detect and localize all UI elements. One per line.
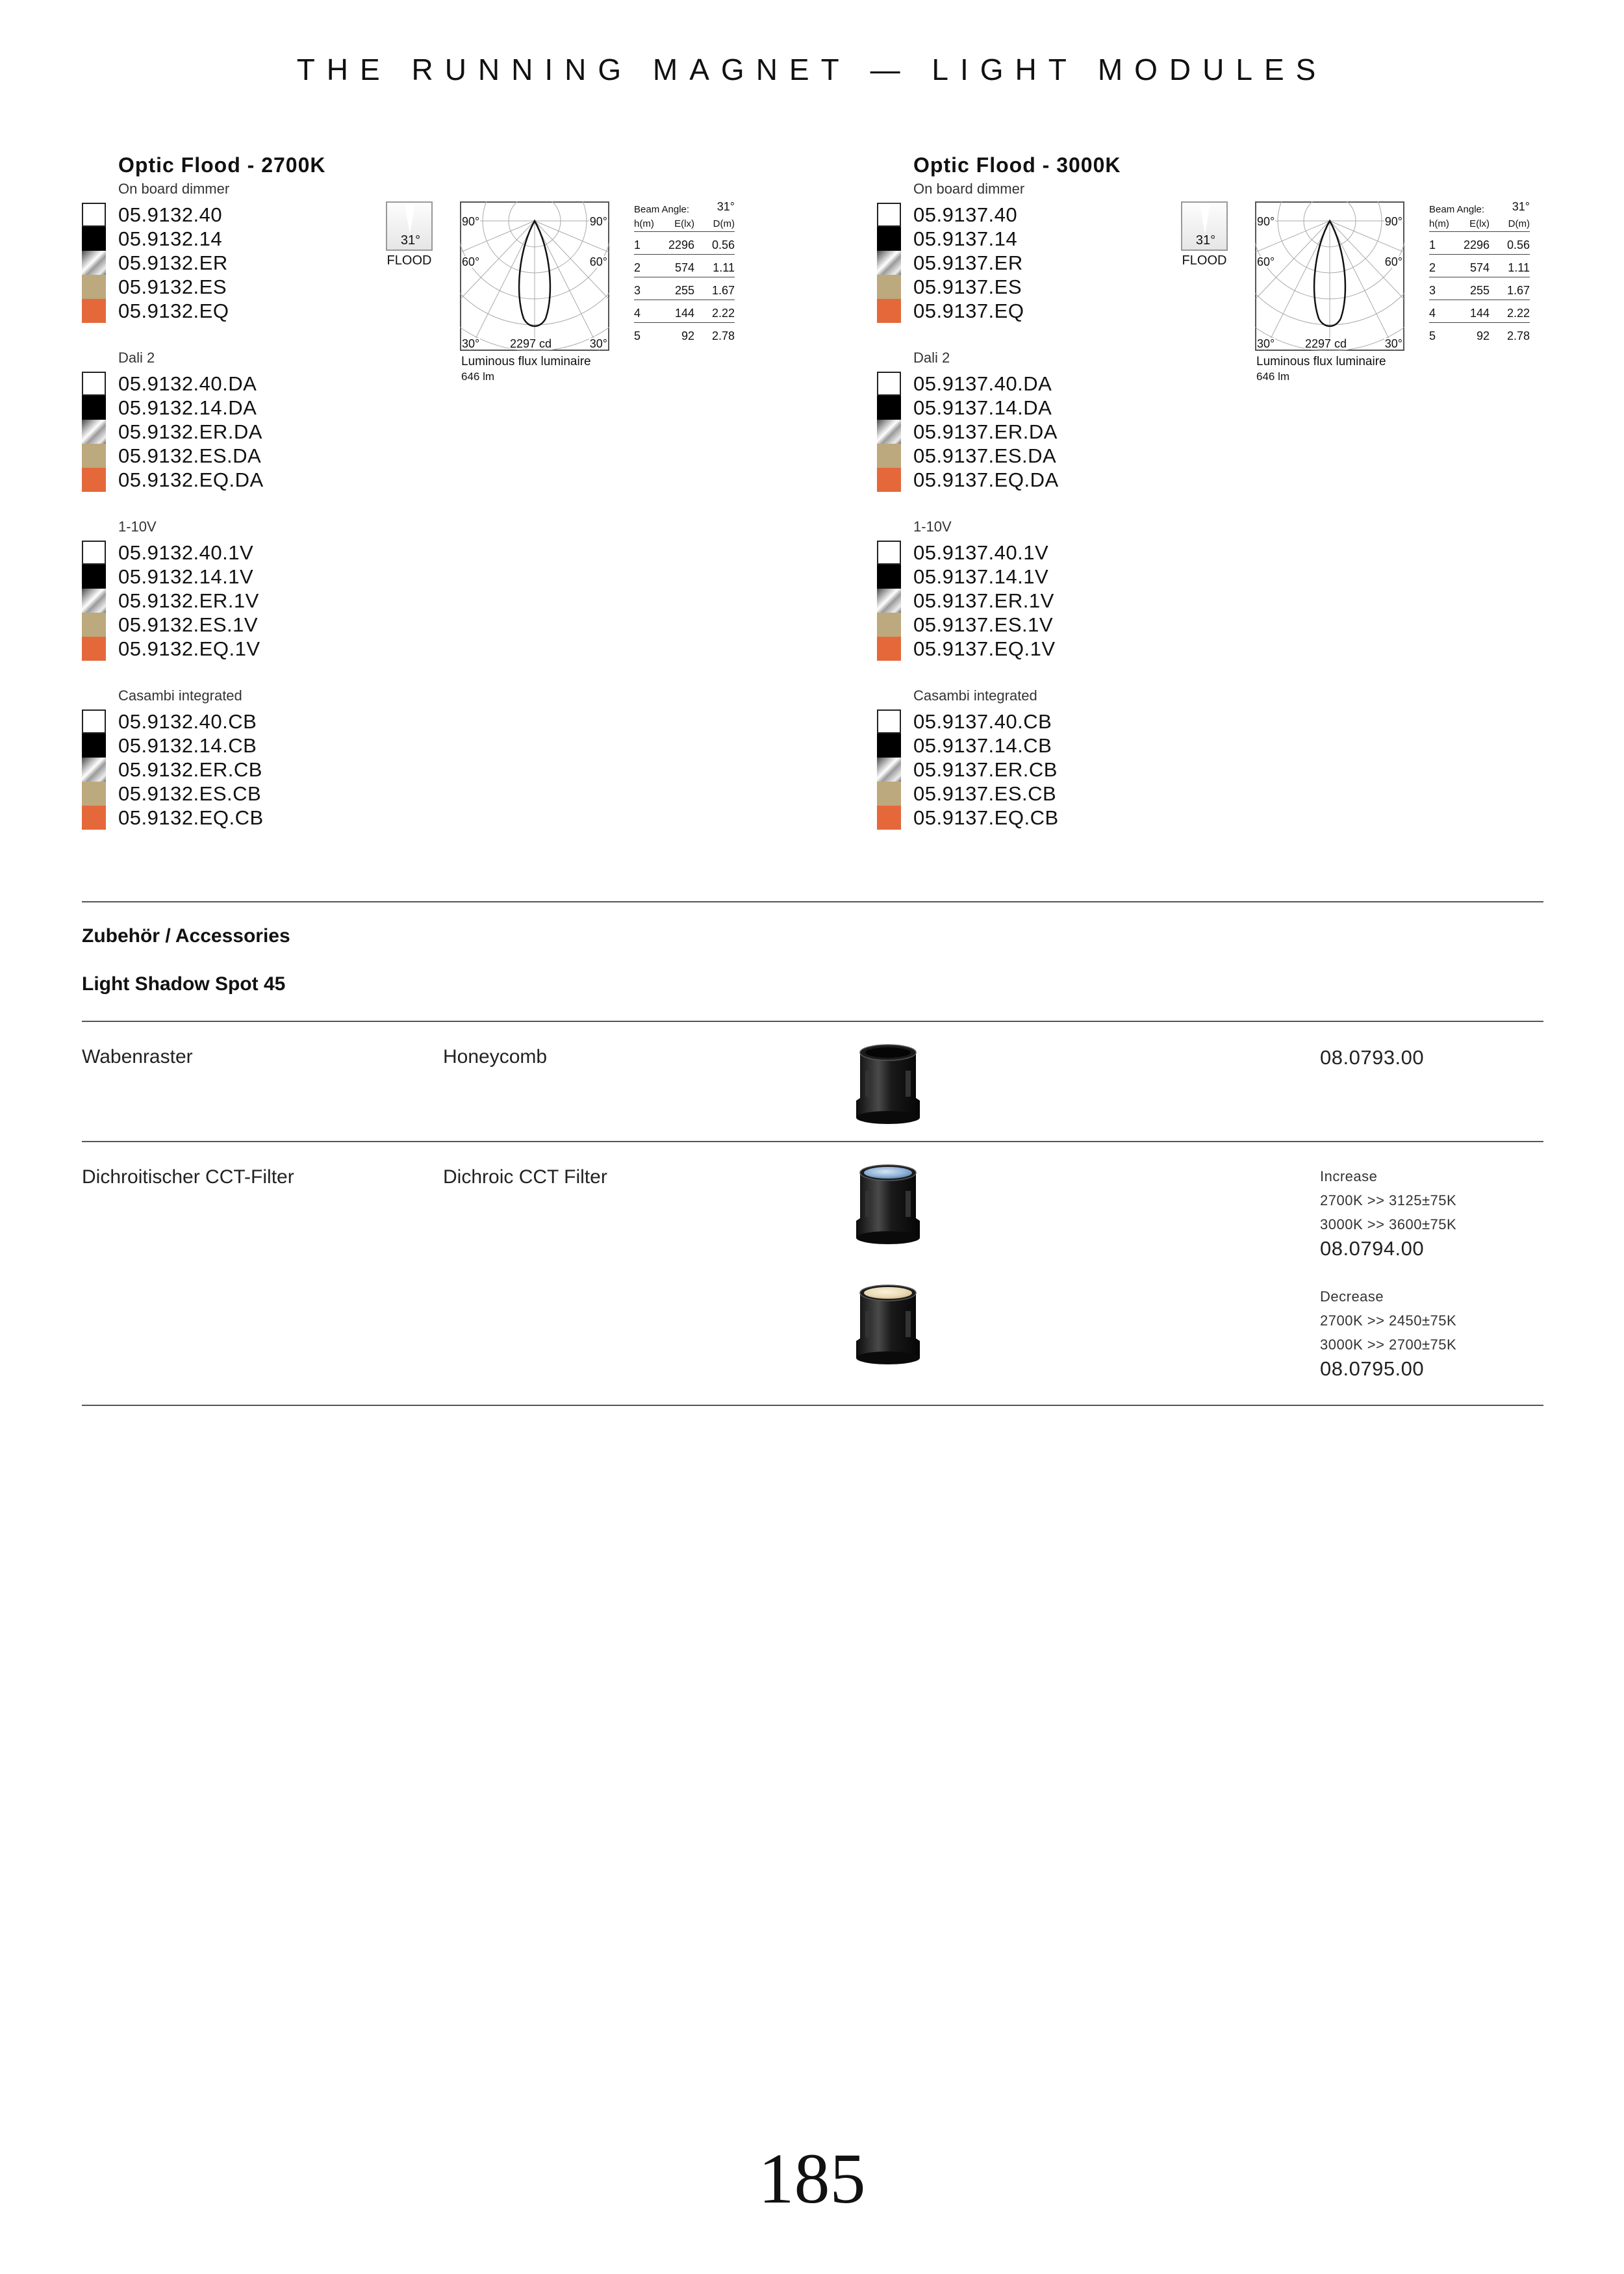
accessory-name-de: Wabenraster	[82, 1046, 193, 1067]
article-code: 05.9137.40	[913, 203, 1018, 226]
white-swatch	[877, 541, 901, 565]
beam-row: 4 144 2.22	[634, 300, 735, 323]
white-swatch	[82, 203, 106, 227]
article-code: 05.9132.ER.DA	[118, 420, 262, 443]
article-code: 05.9132.40.CB	[118, 710, 257, 733]
table-divider	[82, 1405, 1543, 1406]
beam-angle-value: 31°	[717, 200, 735, 213]
article-code: 05.9132.14.CB	[118, 734, 257, 757]
article-code: 05.9137.40.DA	[913, 372, 1052, 395]
article-code: 05.9132.EQ	[118, 300, 229, 322]
flood-angle: 31°	[400, 233, 421, 248]
orange-swatch	[82, 299, 106, 323]
article-code: 05.9137.14.DA	[913, 396, 1052, 419]
chrome-swatch	[877, 420, 901, 444]
white-swatch	[877, 709, 901, 734]
beam-row: 5 92 2.78	[634, 329, 735, 342]
article-code: 05.9137.14	[913, 227, 1018, 250]
orange-swatch	[877, 806, 901, 830]
chrome-swatch	[877, 589, 901, 613]
black-swatch	[82, 396, 106, 420]
column-header: h(m)	[1429, 218, 1449, 229]
page-number: 185	[758, 2139, 866, 2218]
article-code: 05.9137.ES.CB	[913, 782, 1057, 805]
article-code: 05.9132.ER.1V	[118, 589, 259, 612]
group-label: 1-10V	[913, 518, 952, 535]
optic-flood-2700k	[82, 153, 861, 855]
angle-label: 30°	[589, 337, 607, 350]
article-code: 05.9137.ER.1V	[913, 589, 1054, 612]
article-code: 05.9137.EQ	[913, 300, 1024, 322]
angle-label: 60°	[462, 255, 480, 268]
accessories-subheading: Light Shadow Spot 45	[82, 973, 286, 995]
article-code: 05.9132.40.1V	[118, 541, 254, 564]
sand-swatch	[82, 613, 106, 637]
luminous-flux-title: Luminous flux luminaire	[461, 355, 591, 368]
angle-label: 90°	[589, 215, 607, 228]
section-divider	[82, 901, 1543, 902]
article-code: 05.9132.14.1V	[118, 565, 254, 588]
column-header: E(lx)	[1469, 218, 1490, 229]
orange-swatch	[877, 637, 901, 661]
orange-swatch	[877, 299, 901, 323]
article-code: 05.9137.ES.1V	[913, 613, 1054, 636]
beam-table	[1429, 199, 1530, 345]
flood-label: FLOOD	[387, 253, 432, 268]
article-code: 05.9137.EQ.CB	[913, 806, 1059, 829]
chrome-swatch	[877, 251, 901, 275]
black-swatch	[877, 565, 901, 589]
luminous-flux-value: 646 lm	[1256, 370, 1290, 383]
sand-swatch	[82, 444, 106, 468]
article-code: 05.9132.ES.CB	[118, 782, 262, 805]
orange-swatch	[82, 806, 106, 830]
filter-variant-title: Increase	[1320, 1168, 1378, 1184]
article-number: 08.0793.00	[1320, 1046, 1425, 1069]
angle-label: 30°	[1384, 337, 1402, 350]
page-title: THE RUNNING MAGNET — LIGHT MODULES	[296, 53, 1328, 86]
group-label: On board dimmer	[913, 181, 1025, 197]
beam-angle-label: Beam Angle:	[1429, 204, 1485, 215]
article-code: 05.9132.40	[118, 203, 223, 226]
column-header: D(m)	[1508, 218, 1530, 229]
beam-angle-label: Beam Angle:	[634, 204, 690, 215]
filter-variant-line: 2700K >> 2450±75K	[1320, 1312, 1457, 1329]
group-label: Dali 2	[118, 350, 155, 366]
orange-swatch	[877, 468, 901, 492]
group-label: Casambi integrated	[118, 687, 242, 704]
polar-grid	[1255, 201, 1404, 351]
article-code: 05.9132.ES	[118, 275, 227, 298]
white-swatch	[877, 203, 901, 227]
beam-table	[634, 199, 735, 345]
group-label: Casambi integrated	[913, 687, 1037, 704]
article-number: 08.0795.00	[1320, 1357, 1425, 1380]
candela-label: 2297 cd	[510, 337, 552, 350]
filter-variant-line: 2700K >> 3125±75K	[1320, 1192, 1457, 1208]
beam-row: 1 2296 0.56	[634, 232, 735, 255]
orange-swatch	[82, 468, 106, 492]
white-swatch	[877, 372, 901, 396]
flood-angle: 31°	[1195, 233, 1216, 248]
angle-label: 60°	[1257, 255, 1275, 268]
article-code: 05.9137.14.CB	[913, 734, 1052, 757]
article-code: 05.9132.14	[118, 227, 223, 250]
article-code: 05.9132.ER	[118, 251, 228, 274]
article-code: 05.9132.EQ.CB	[118, 806, 264, 829]
black-swatch	[877, 227, 901, 251]
article-code: 05.9132.ES.DA	[118, 444, 262, 467]
group-label: Dali 2	[913, 350, 950, 366]
flood-beam-icon	[386, 201, 433, 251]
white-swatch	[82, 541, 106, 565]
table-divider	[82, 1141, 1543, 1142]
filter-variant-line: 3000K >> 2700±75K	[1320, 1336, 1457, 1353]
orange-swatch	[82, 637, 106, 661]
angle-label: 60°	[1384, 255, 1402, 268]
beam-row: 1 2296 0.56	[1429, 232, 1530, 255]
column-header: E(lx)	[674, 218, 694, 229]
chrome-swatch	[82, 589, 106, 613]
sand-swatch	[877, 275, 901, 299]
article-code: 05.9137.ES	[913, 275, 1022, 298]
chrome-swatch	[82, 251, 106, 275]
sand-swatch	[82, 782, 106, 806]
optic-flood-3000k	[877, 153, 1624, 855]
polar-diagram	[460, 201, 609, 351]
angle-label: 90°	[1257, 215, 1275, 228]
beam-row: 3 255 1.67	[1429, 277, 1530, 300]
angle-label: 30°	[462, 337, 480, 350]
white-swatch	[82, 372, 106, 396]
candela-label: 2297 cd	[1305, 337, 1347, 350]
article-code: 05.9137.ER	[913, 251, 1023, 274]
flood-beam-icon	[1181, 201, 1228, 251]
accessory-name-de: Dichroitischer CCT-Filter	[82, 1166, 294, 1188]
column-header: h(m)	[634, 218, 654, 229]
black-swatch	[82, 565, 106, 589]
luminous-flux-title: Luminous flux luminaire	[1256, 355, 1386, 368]
group-label: On board dimmer	[118, 181, 230, 197]
article-code: 05.9137.ER.DA	[913, 420, 1058, 443]
article-code: 05.9132.14.DA	[118, 396, 257, 419]
article-code: 05.9132.EQ.1V	[118, 637, 260, 660]
luminous-flux-value: 646 lm	[461, 370, 495, 383]
accessory-name-en: Dichroic CCT Filter	[443, 1166, 607, 1188]
black-swatch	[82, 734, 106, 758]
table-divider	[82, 1021, 1543, 1022]
article-code: 05.9137.EQ.DA	[913, 468, 1059, 491]
angle-label: 60°	[589, 255, 607, 268]
blue-filter-image	[852, 1158, 924, 1249]
beam-row: 4 144 2.22	[1429, 300, 1530, 323]
angle-label: 90°	[1384, 215, 1402, 228]
angle-label: 30°	[1257, 337, 1275, 350]
article-code: 05.9137.ES.DA	[913, 444, 1057, 467]
sand-swatch	[877, 613, 901, 637]
black-swatch	[877, 396, 901, 420]
article-code: 05.9137.EQ.1V	[913, 637, 1056, 660]
optic-title: Optic Flood - 3000K	[913, 153, 1121, 177]
article-code: 05.9132.EQ.DA	[118, 468, 264, 491]
chrome-swatch	[82, 758, 106, 782]
polar-diagram	[1255, 201, 1404, 351]
angle-label: 90°	[462, 215, 480, 228]
accessories-heading: Zubehör / Accessories	[82, 925, 290, 947]
article-code: 05.9137.14.1V	[913, 565, 1049, 588]
flood-label: FLOOD	[1182, 253, 1227, 268]
article-code: 05.9132.ES.1V	[118, 613, 259, 636]
sand-swatch	[877, 444, 901, 468]
beam-row: 5 92 2.78	[1429, 329, 1530, 342]
article-code: 05.9132.40.DA	[118, 372, 257, 395]
filter-variant-title: Decrease	[1320, 1288, 1384, 1305]
article-code: 05.9132.ER.CB	[118, 758, 262, 781]
chrome-swatch	[877, 758, 901, 782]
column-header: D(m)	[713, 218, 735, 229]
sand-swatch	[877, 782, 901, 806]
black-swatch	[877, 734, 901, 758]
amber-filter-image	[852, 1279, 924, 1370]
beam-angle-value: 31°	[1512, 200, 1530, 213]
chrome-swatch	[82, 420, 106, 444]
filter-variant-line: 3000K >> 3600±75K	[1320, 1216, 1457, 1233]
beam-row: 2 574 1.11	[1429, 255, 1530, 277]
polar-grid	[460, 201, 609, 351]
honeycomb-insert-image	[852, 1038, 924, 1129]
article-code: 05.9137.40.CB	[913, 710, 1052, 733]
black-swatch	[82, 227, 106, 251]
sand-swatch	[82, 275, 106, 299]
article-code: 05.9137.ER.CB	[913, 758, 1058, 781]
article-code: 05.9137.40.1V	[913, 541, 1049, 564]
beam-row: 2 574 1.11	[634, 255, 735, 277]
beam-row: 3 255 1.67	[634, 277, 735, 300]
optic-title: Optic Flood - 2700K	[118, 153, 326, 177]
white-swatch	[82, 709, 106, 734]
article-number: 08.0794.00	[1320, 1237, 1425, 1260]
accessory-name-en: Honeycomb	[443, 1046, 548, 1067]
group-label: 1-10V	[118, 518, 157, 535]
